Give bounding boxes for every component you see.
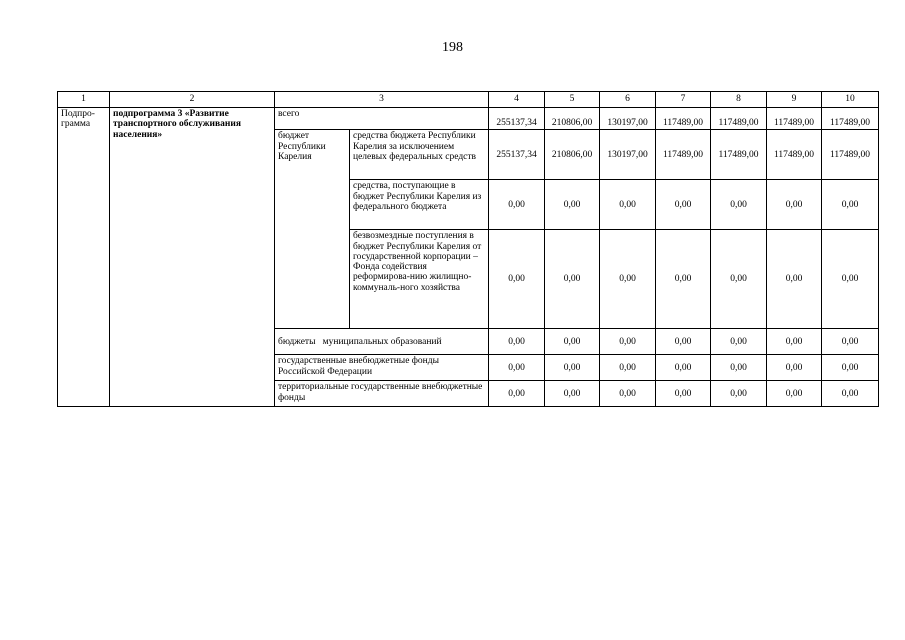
row-label: средства бюджета Республики Карелия за исключением целевых федеральных средств <box>350 130 489 180</box>
header-cell: 9 <box>767 92 822 108</box>
value-cell: 0,00 <box>545 180 600 230</box>
table-row <box>58 108 879 130</box>
value-cell: 0,00 <box>767 180 822 230</box>
value-cell: 0,00 <box>656 230 711 329</box>
row-label: безвозмездные поступления в бюджет Республики Карелия от государственной корпорации – Фонда содействия реформирова-нию жилищно-коммуналь-ного хозяйства <box>350 230 489 329</box>
value-cell: 0,00 <box>545 230 600 329</box>
value-cell: 0,00 <box>656 180 711 230</box>
value-cell: 210806,00 <box>545 108 600 130</box>
value-cell: 117489,00 <box>656 130 711 180</box>
value-cell: 130197,00 <box>600 130 656 180</box>
value-cell: 0,00 <box>656 355 711 381</box>
row-label: средства, поступающие в бюджет Республики Карелия из федерального бюджета <box>350 180 489 230</box>
value-cell: 0,00 <box>656 329 711 355</box>
row-label: всего <box>275 108 489 130</box>
value-cell: 0,00 <box>711 381 767 407</box>
value-cell: 0,00 <box>489 180 545 230</box>
value-cell: 0,00 <box>489 381 545 407</box>
value-cell: 117489,00 <box>656 108 711 130</box>
value-cell: 0,00 <box>822 230 879 329</box>
value-cell: 0,00 <box>489 355 545 381</box>
value-cell: 0,00 <box>545 329 600 355</box>
value-cell: 0,00 <box>489 230 545 329</box>
value-cell: 210806,00 <box>545 130 600 180</box>
value-cell: 0,00 <box>545 381 600 407</box>
row-label: территориальные государственные внебюджетные фонды <box>275 381 489 407</box>
value-cell: 0,00 <box>600 329 656 355</box>
value-cell: 0,00 <box>767 329 822 355</box>
value-cell: 0,00 <box>545 355 600 381</box>
value-cell: 0,00 <box>822 381 879 407</box>
row-label: государственные внебюджетные фонды Российской Федерации <box>275 355 489 381</box>
header-cell: 4 <box>489 92 545 108</box>
header-cell: 8 <box>711 92 767 108</box>
header-cell: 5 <box>545 92 600 108</box>
value-cell: 0,00 <box>600 180 656 230</box>
value-cell: 0,00 <box>489 329 545 355</box>
value-cell: 0,00 <box>600 381 656 407</box>
header-row <box>58 92 879 108</box>
header-cell: 2 <box>110 92 275 108</box>
value-cell: 0,00 <box>711 355 767 381</box>
value-cell: 0,00 <box>711 180 767 230</box>
value-cell: 255137,34 <box>489 108 545 130</box>
value-cell: 117489,00 <box>822 130 879 180</box>
page-number: 198 <box>442 40 463 55</box>
value-cell: 0,00 <box>822 329 879 355</box>
value-cell: 130197,00 <box>600 108 656 130</box>
value-cell: 0,00 <box>600 230 656 329</box>
row-group-label: бюджет Республики Карелия <box>275 130 350 329</box>
value-cell: 0,00 <box>767 381 822 407</box>
header-cell: 3 <box>275 92 489 108</box>
subprogram-type-cell: Подпро- грамма <box>58 108 110 407</box>
header-cell: 10 <box>822 92 879 108</box>
value-cell: 117489,00 <box>822 108 879 130</box>
value-cell: 0,00 <box>711 230 767 329</box>
value-cell: 117489,00 <box>767 108 822 130</box>
value-cell: 117489,00 <box>711 108 767 130</box>
row-label: бюджеты муниципальных образований <box>275 329 489 355</box>
value-cell: 117489,00 <box>711 130 767 180</box>
value-cell: 255137,34 <box>489 130 545 180</box>
value-cell: 0,00 <box>822 355 879 381</box>
value-cell: 0,00 <box>711 329 767 355</box>
value-cell: 117489,00 <box>767 130 822 180</box>
value-cell: 0,00 <box>600 355 656 381</box>
header-cell: 1 <box>58 92 110 108</box>
header-cell: 6 <box>600 92 656 108</box>
value-cell: 0,00 <box>767 355 822 381</box>
value-cell: 0,00 <box>656 381 711 407</box>
value-cell: 0,00 <box>767 230 822 329</box>
budget-table <box>57 91 879 407</box>
subprogram-name-cell: подпрограмма 3 «Развитие транспортного обслуживания населения» <box>110 108 275 407</box>
value-cell: 0,00 <box>822 180 879 230</box>
header-cell: 7 <box>656 92 711 108</box>
